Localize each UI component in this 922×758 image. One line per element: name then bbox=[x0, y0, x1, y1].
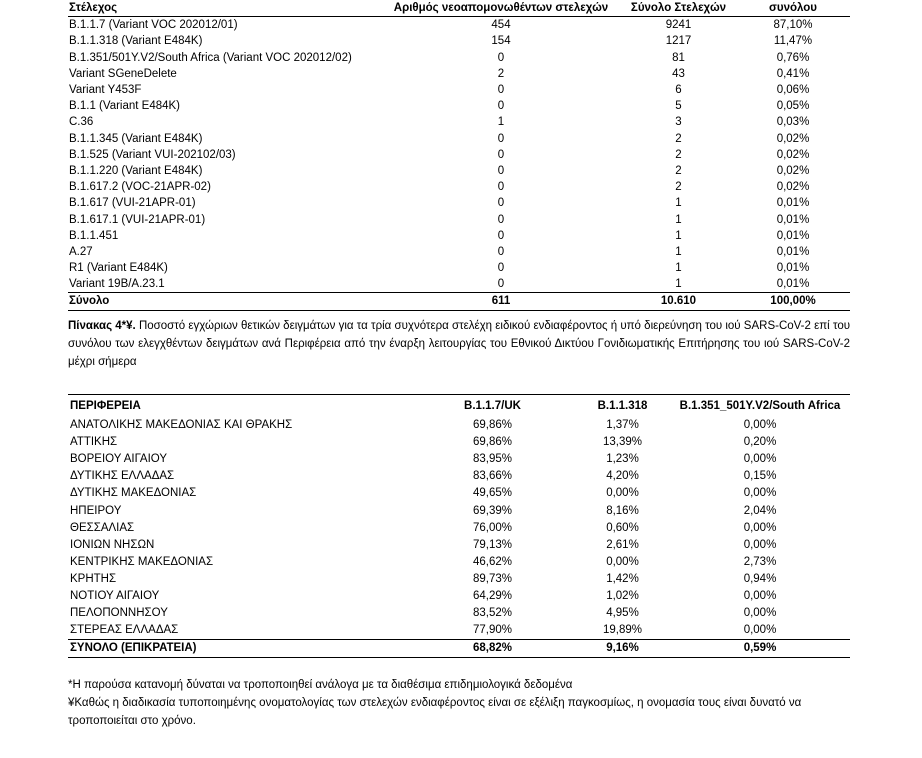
region-row-cell: 83,66% bbox=[472, 470, 512, 483]
table2-header-row-cell: B.1.1.7/UK bbox=[464, 400, 521, 412]
table2-total-row-cell: 68,82% bbox=[410, 640, 575, 658]
variant-row-cell: Variant Y453F bbox=[69, 84, 142, 97]
table2-header-row bbox=[68, 395, 850, 418]
variant-row-cell: 2 bbox=[675, 148, 682, 161]
variant-row-cell: 2 bbox=[675, 132, 682, 145]
variant-row-cell: 1 bbox=[675, 197, 682, 210]
region-row-cell: 0,20% bbox=[743, 436, 777, 449]
variant-row bbox=[68, 17, 850, 34]
region-row-cell: 69,86% bbox=[472, 436, 512, 449]
variant-row-cell: R1 (Variant E484K) bbox=[69, 262, 168, 275]
table2-total-row bbox=[68, 640, 850, 658]
caption-label: Πίνακας 4*¥. bbox=[68, 320, 136, 332]
variant-row-cell: 6 bbox=[675, 84, 682, 97]
region-row-cell: ΠΕΛΟΠΟΝΝΗΣΟΥ bbox=[70, 607, 168, 620]
variant-row-cell: 0 bbox=[497, 245, 505, 258]
region-row-cell: 83,52% bbox=[472, 607, 512, 620]
region-row-cell: 0,00% bbox=[743, 607, 777, 620]
variant-row-cell: 0,01% bbox=[776, 245, 810, 258]
variant-row-cell: 0,01% bbox=[776, 229, 810, 242]
variant-row-cell: B.1.525 (Variant VUI-202102/03) bbox=[69, 148, 236, 161]
variant-row bbox=[68, 163, 850, 179]
variant-row bbox=[68, 147, 850, 163]
region-row-cell: 79,13% bbox=[472, 538, 512, 551]
variant-row-cell: 0 bbox=[497, 213, 505, 226]
variant-row-cell: 81 bbox=[672, 51, 685, 64]
footnote-yen: ¥Καθώς η διαδικασία τυποποιημένης ονοματολογίας των στελεχών ενδιαφέροντος είναι σε εξέλιξη παγκοσμίως, η ονομασία τους είναι δυνατό να τροποποιείται στο χρόνο. bbox=[68, 697, 802, 727]
variant-row-cell: 0 bbox=[497, 229, 505, 242]
table1-total-row-cell: 100,00% bbox=[736, 293, 850, 310]
region-row-cell: 0,00% bbox=[743, 538, 777, 551]
region-row bbox=[68, 537, 850, 554]
table1-header-row-cell: Στέλεχος bbox=[68, 0, 381, 17]
table1-total-row-cell: 10.610 bbox=[621, 293, 736, 310]
region-row-cell: 64,29% bbox=[472, 589, 512, 602]
variant-row-cell: B.1.351/501Y.V2/South Africa (Variant VOC 202012/02) bbox=[69, 51, 352, 64]
variant-row-cell: 0,01% bbox=[776, 278, 810, 291]
region-row-cell: 1,37% bbox=[606, 419, 639, 432]
variant-row-cell: 0 bbox=[497, 181, 505, 194]
region-row-cell: 69,86% bbox=[472, 419, 512, 432]
variant-row-cell: 0 bbox=[497, 51, 505, 64]
variant-row-cell: 154 bbox=[491, 35, 511, 48]
region-row-cell: 83,95% bbox=[472, 453, 512, 466]
variant-row bbox=[68, 131, 850, 147]
variant-row-cell: B.1.1.318 (Variant E484K) bbox=[69, 35, 203, 48]
variant-row-cell: B.1.617 (VUI-21APR-01) bbox=[69, 197, 196, 210]
region-row bbox=[68, 434, 850, 451]
variant-row-cell: 0,76% bbox=[776, 51, 810, 64]
table2-total-row-cell: 9,16% bbox=[575, 640, 670, 658]
table2-total-row-cell: ΣΥΝΟΛΟ (ΕΠΙΚΡΑΤΕΙΑ) bbox=[68, 640, 410, 658]
variant-row-cell: 0,41% bbox=[776, 67, 810, 80]
variant-row-cell: Variant 19B/A.23.1 bbox=[69, 278, 165, 291]
region-row-cell: 0,94% bbox=[743, 572, 777, 585]
footnotes bbox=[68, 676, 850, 730]
variant-row-cell: 0 bbox=[497, 164, 505, 177]
variant-row-cell: 1 bbox=[675, 213, 682, 226]
region-row-cell: 0,00% bbox=[743, 453, 777, 466]
region-row bbox=[68, 622, 850, 640]
region-row-cell: ΑΝΑΤΟΛΙΚΗΣ ΜΑΚΕΔΟΝΙΑΣ ΚΑΙ ΘΡΑΚΗΣ bbox=[70, 419, 293, 432]
region-row-cell: 0,00% bbox=[743, 589, 777, 602]
variants-table-body bbox=[68, 0, 850, 310]
variant-row bbox=[68, 228, 850, 244]
region-row-cell: 49,65% bbox=[472, 487, 512, 500]
variant-row-cell: 0,01% bbox=[776, 213, 810, 226]
variant-row bbox=[68, 33, 850, 49]
table2-header-row-cell: B.1.1.318 bbox=[597, 400, 648, 412]
variant-row-cell: B.1.1.220 (Variant E484K) bbox=[69, 164, 203, 177]
table1-total-row-cell: 611 bbox=[381, 293, 621, 310]
region-row-cell: 0,60% bbox=[606, 521, 639, 534]
region-row-cell: ΗΠΕΙΡΟΥ bbox=[70, 504, 122, 517]
region-row bbox=[68, 520, 850, 537]
variant-row-cell: B.1.1 (Variant E484K) bbox=[69, 100, 181, 113]
variant-row-cell: 3 bbox=[675, 116, 682, 129]
variant-row-cell: 1 bbox=[675, 262, 682, 275]
variant-row-cell: 9241 bbox=[665, 19, 692, 32]
variants-table bbox=[68, 0, 850, 311]
variant-row-cell: 0,06% bbox=[776, 84, 810, 97]
variant-row-cell: 5 bbox=[675, 100, 682, 113]
region-row-cell: ΝΟΤΙΟΥ ΑΙΓΑΙΟΥ bbox=[70, 589, 160, 602]
region-row-cell: ΑΤΤΙΚΗΣ bbox=[70, 436, 118, 449]
variant-row bbox=[68, 211, 850, 227]
region-row-cell: 1,42% bbox=[606, 572, 639, 585]
region-row-cell: ΘΕΣΣΑΛΙΑΣ bbox=[70, 521, 135, 534]
variant-row-cell: B.1.1.345 (Variant E484K) bbox=[69, 132, 203, 145]
variant-row-cell: Variant SGeneDelete bbox=[69, 67, 177, 80]
table1-total-row-cell: Σύνολο bbox=[68, 293, 381, 310]
region-row bbox=[68, 502, 850, 519]
variant-row-cell: 1 bbox=[675, 245, 682, 258]
regions-table bbox=[68, 394, 850, 658]
variant-row-cell: 0,03% bbox=[776, 116, 810, 129]
region-row-cell: 69,39% bbox=[472, 504, 512, 517]
variant-row-cell: B.1.1.7 (Variant VOC 202012/01) bbox=[69, 19, 238, 32]
variant-row-cell: 2 bbox=[675, 181, 682, 194]
variant-row-cell: 0,02% bbox=[776, 132, 810, 145]
region-row-cell: 2,04% bbox=[743, 504, 777, 517]
region-row-cell: 46,62% bbox=[472, 555, 512, 568]
variant-row-cell: 454 bbox=[491, 19, 511, 32]
variant-row-cell: 0 bbox=[497, 132, 505, 145]
region-row-cell: 2,61% bbox=[606, 538, 639, 551]
region-row-cell: 0,00% bbox=[606, 555, 639, 568]
variant-row-cell: 0,02% bbox=[776, 164, 810, 177]
table1-header-row-cell: Αριθμός νεοαπομονωθέντων στελεχών bbox=[381, 0, 621, 17]
region-row-cell: 1,23% bbox=[606, 453, 639, 466]
region-row bbox=[68, 451, 850, 468]
variant-row-cell: 2 bbox=[675, 164, 682, 177]
variant-row-cell: 0,02% bbox=[776, 148, 810, 161]
region-row-cell: 2,73% bbox=[743, 555, 777, 568]
variant-row bbox=[68, 260, 850, 276]
region-row-cell: 4,20% bbox=[606, 470, 639, 483]
variant-row bbox=[68, 66, 850, 82]
region-row-cell: 13,39% bbox=[602, 436, 642, 449]
variant-row-cell: 11,47% bbox=[773, 35, 813, 48]
variant-row-cell: C.36 bbox=[69, 116, 94, 129]
table-caption bbox=[68, 317, 850, 371]
table1-header-row bbox=[68, 0, 850, 17]
variant-row-cell: 1 bbox=[675, 278, 682, 291]
variant-row bbox=[68, 244, 850, 260]
region-row-cell: 0,00% bbox=[743, 487, 777, 500]
variant-row-cell: 0 bbox=[497, 148, 505, 161]
region-row bbox=[68, 588, 850, 605]
table1-header-row-cell: συνόλου bbox=[736, 0, 850, 17]
variant-row-cell: 2 bbox=[497, 67, 505, 80]
variant-row-cell: 0 bbox=[497, 100, 505, 113]
variant-row-cell: 0 bbox=[497, 197, 505, 210]
region-row-cell: 89,73% bbox=[472, 572, 512, 585]
region-row-cell: 4,95% bbox=[606, 607, 639, 620]
variant-row-cell: 0 bbox=[497, 278, 505, 291]
variant-row bbox=[68, 276, 850, 293]
variant-row-cell: 0 bbox=[497, 262, 505, 275]
region-row-cell: 0,00% bbox=[743, 419, 777, 432]
variant-row-cell: A.27 bbox=[69, 245, 93, 258]
region-row-cell: 8,16% bbox=[606, 504, 639, 517]
region-row-cell: ΚΕΝΤΡΙΚΗΣ ΜΑΚΕΔΟΝΙΑΣ bbox=[70, 555, 214, 568]
variant-row-cell: B.1.1.451 bbox=[69, 229, 119, 242]
region-row-cell: 0,00% bbox=[743, 624, 777, 637]
region-row-cell: 1,02% bbox=[606, 589, 639, 602]
variant-row-cell: 0,05% bbox=[776, 100, 810, 113]
region-row-cell: ΣΤΕΡΕΑΣ ΕΛΛΑΔΑΣ bbox=[70, 624, 179, 637]
region-row-cell: ΚΡΗΤΗΣ bbox=[70, 572, 117, 585]
region-row-cell: ΙΟΝΙΩΝ ΝΗΣΩΝ bbox=[70, 538, 155, 551]
variant-row bbox=[68, 82, 850, 98]
variant-row bbox=[68, 114, 850, 130]
footnote-asterisk: *Η παρούσα κατανομή δύναται να τροποποιηθεί ανάλογα με τα διαθέσιμα επιδημιολογικά δεδομένα bbox=[68, 679, 573, 691]
region-row-cell: 77,90% bbox=[472, 624, 512, 637]
region-row-cell: ΒΟΡΕΙΟΥ ΑΙΓΑΙΟΥ bbox=[70, 453, 168, 466]
variant-row-cell: 1 bbox=[497, 116, 505, 129]
region-row bbox=[68, 571, 850, 588]
variant-row-cell: 1 bbox=[675, 229, 682, 242]
variant-row-cell: 87,10% bbox=[773, 19, 813, 32]
variant-row-cell: 0,02% bbox=[776, 181, 810, 194]
variant-row-cell: 1217 bbox=[665, 35, 692, 48]
variant-row bbox=[68, 98, 850, 114]
variant-row bbox=[68, 50, 850, 66]
region-row-cell: 0,15% bbox=[743, 470, 777, 483]
variant-row-cell: 43 bbox=[672, 67, 685, 80]
variant-row-cell: 0 bbox=[497, 84, 505, 97]
variant-row-cell: B.1.617.2 (VOC-21APR-02) bbox=[69, 181, 211, 194]
region-row bbox=[68, 485, 850, 502]
region-row-cell: 76,00% bbox=[472, 521, 512, 534]
variant-row bbox=[68, 195, 850, 211]
region-row-cell: 0,00% bbox=[606, 487, 639, 500]
variant-row-cell: 0,01% bbox=[776, 197, 810, 210]
region-row bbox=[68, 468, 850, 485]
table2-header-row-cell: B.1.351_501Y.V2/South Africa bbox=[679, 400, 841, 412]
regions-table-body bbox=[68, 395, 850, 658]
table1-total-row bbox=[68, 293, 850, 310]
variant-row bbox=[68, 179, 850, 195]
variant-row-cell: 0,01% bbox=[776, 262, 810, 275]
caption-text: Ποσοστό εγχώριων θετικών δειγμάτων για τα τρία συχνότερα στελέχη ειδικού ενδιαφέροντος ή υπό διερεύνηση του ιού SARS-CoV-2 επί του συνόλου των ελεγχθέντων δειγμάτων ανά Περιφέρεια από την έναρξη λειτουργίας του Εθνικού Δικτύου Γονιδιωματικής Επιτήρησης του ιού SARS-CoV-2 μέχρι σήμερα bbox=[68, 320, 851, 368]
table1-header-row-cell: Σύνολο Στελεχών bbox=[621, 0, 736, 17]
table2-header-row-cell: ΠΕΡΙΦΕΡΕΙΑ bbox=[70, 400, 141, 412]
region-row-cell: ΔΥΤΙΚΗΣ ΜΑΚΕΔΟΝΙΑΣ bbox=[70, 487, 197, 500]
region-row-cell: ΔΥΤΙΚΗΣ ΕΛΛΑΔΑΣ bbox=[70, 470, 175, 483]
region-row bbox=[68, 417, 850, 434]
region-row bbox=[68, 554, 850, 571]
region-row-cell: 19,89% bbox=[602, 624, 642, 637]
table2-total-row-cell: 0,59% bbox=[670, 640, 850, 658]
region-row bbox=[68, 605, 850, 622]
variant-row-cell: B.1.617.1 (VUI-21APR-01) bbox=[69, 213, 206, 226]
region-row-cell: 0,00% bbox=[743, 521, 777, 534]
